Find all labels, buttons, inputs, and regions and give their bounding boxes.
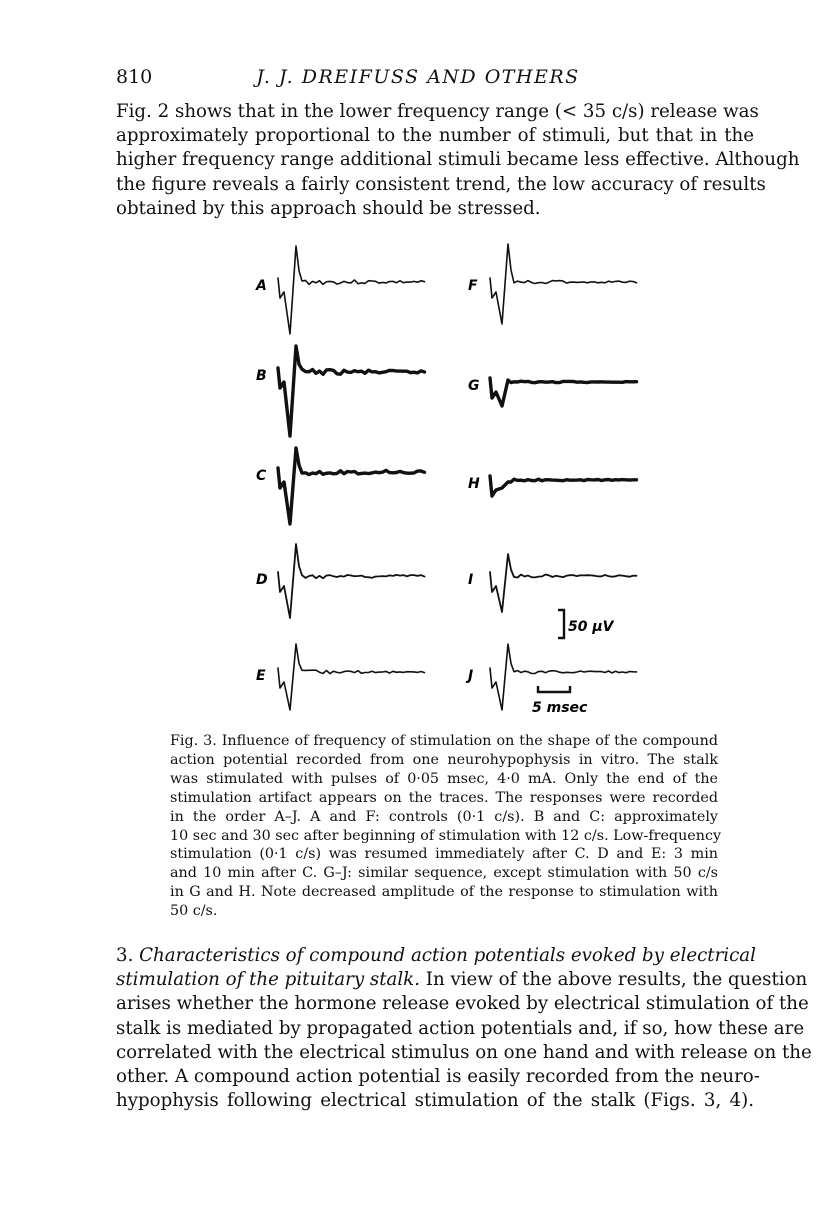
panel-label-f: F [468,278,478,294]
figure-traces [240,236,640,726]
text-line: obtained by this approach should be stressed. [116,197,541,219]
panel-label-e: E [256,668,266,684]
caption-line: was stimulated with pulses of 0·05 msec, 4·0 mA. Only the end of the [170,770,718,787]
panel-label-j: J [468,668,474,684]
figure-caption [170,732,722,921]
caption-line: and 10 min after C. G–J: similar sequence, except stimulation with 50 c/s [170,865,718,882]
voltage-scale-bar [558,610,564,638]
panel-label-g: G [468,378,480,394]
text-line: correlated with the electrical stimulus on one hand and with release on the [116,1041,812,1063]
text-line: approximately proportional to the number of stimuli, but that in the [116,125,754,147]
figure-3 [240,236,640,726]
text-line: 3. Characteristics of compound action potentials evoked by electrical [116,945,756,966]
caption-line: action potential recorded from one neurohypophysis in vitro. The stalk [170,751,718,768]
time-scale-bar [538,686,570,692]
text-line: arises whether the hormone release evoked by electrical stimulation of the [116,993,809,1015]
trace-e [278,644,425,710]
panel-label-c: C [256,468,267,484]
trace-b [278,346,425,436]
caption-line: stimulation (0·1 c/s) was resumed immediately after C. D and E: 3 min [170,846,718,863]
trace-d [278,544,425,618]
caption-line: 10 sec and 30 sec after beginning of stimulation with 12 c/s. Low-frequency [170,827,722,844]
paragraph-1 [116,100,800,221]
text-line: Fig. 2 shows that in the lower frequency range (< 35 c/s) release was [116,101,759,122]
panel-label-a: A [256,278,267,294]
caption-line: in G and H. Note decreased amplitude of the response to stimulation with [170,884,718,901]
caption-line: Fig. 3. Influence of frequency of stimulation on the shape of the compound [170,733,718,749]
text-line: hypophysis following electrical stimulation of the stalk (Figs. 3, 4). [116,1090,754,1112]
trace-a [278,246,425,334]
text-line: stimulation of the pituitary stalk. In view of the above results, the question [116,969,808,991]
trace-h [490,476,637,496]
trace-c [278,448,425,524]
page-number: 810 [116,66,153,88]
caption-line: in the order A–J. A and F: controls (0·1 c/s). B and C: approximately [170,808,718,825]
text-line: stalk is mediated by propagated action potentials and, if so, how these are [116,1017,805,1039]
voltage-scale-label: 50 μV [568,619,614,635]
trace-f [490,244,637,324]
text-line: higher frequency range additional stimuli became less effective. Although [116,149,800,171]
panel-label-d: D [256,572,268,588]
text-line: the figure reveals a fairly consistent trend, the low accuracy of results [116,173,766,195]
time-scale-label: 5 msec [532,700,588,716]
running-head: J. J. DREIFUSS AND OTHERS [256,66,580,88]
caption-line: stimulation artifact appears on the traces. The responses were recorded [170,789,718,806]
panel-label-h: H [468,476,480,492]
text-line: other. A compound action potential is easily recorded from the neuro- [116,1066,760,1088]
panel-label-i: I [468,572,474,588]
trace-i [490,554,637,612]
caption-line: 50 c/s. [170,903,218,920]
section-3 [116,944,812,1113]
panel-label-b: B [256,368,267,384]
trace-g [490,378,637,406]
